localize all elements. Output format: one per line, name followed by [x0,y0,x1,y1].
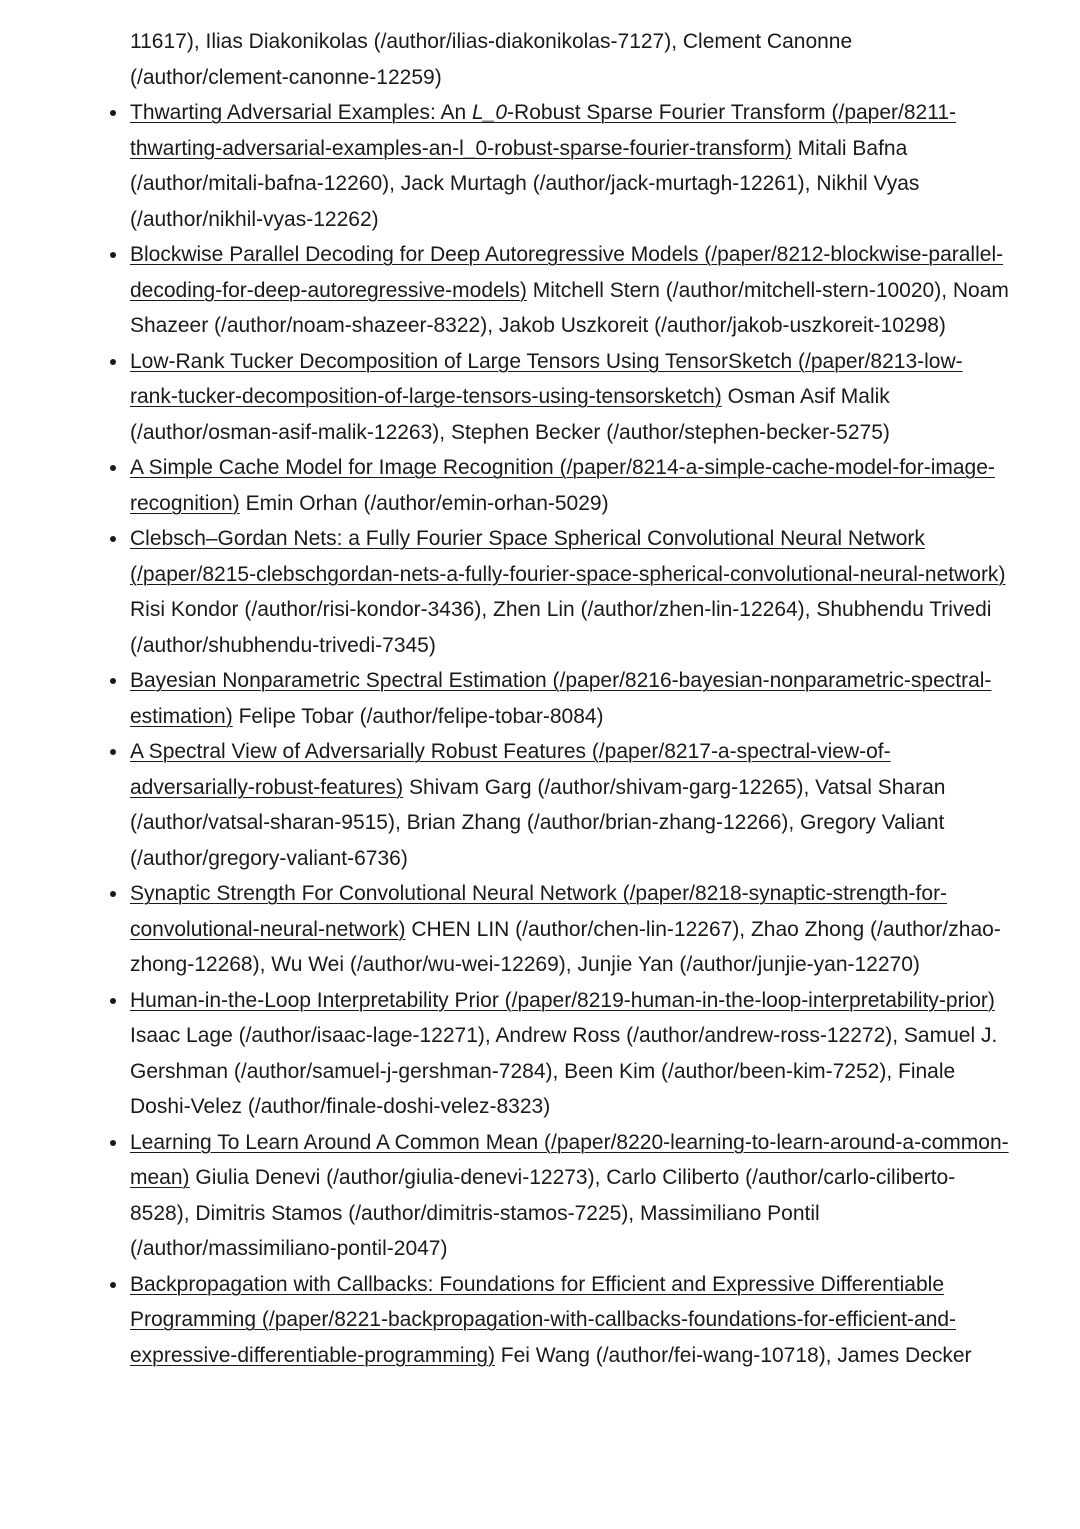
list-item [130,876,1010,983]
paper-authors: Giulia Denevi (/author/giulia-denevi-12273), Carlo Ciliberto (/author/carlo-ciliberto-8528), Dimitris Stamos (/author/dimitris-stamos-7225), Massimiliano Pontil (/author/massimiliano-pontil-2047) [130,1166,956,1260]
paper-title-link[interactable]: Backpropagation with Callbacks: Foundations for Efficient and Expressive Differentiable Programming (/paper/8221-backpropagation-with-callbacks-foundations-for-efficient-and-expressive-differentiable-programming) [130,1272,957,1367]
paper-authors: Mitali Bafna (/author/mitali-bafna-12260), Jack Murtagh (/author/jack-murtagh-12261), Nikhil Vyas (/author/nikhil-vyas-12262) [130,136,920,231]
list-item [130,237,1010,344]
paper-authors: Emin Orhan (/author/emin-orhan-5029) [245,491,609,515]
list-item [130,983,1010,1125]
paper-authors: Mitchell Stern (/author/mitchell-stern-10020), Noam Shazeer (/author/noam-shazeer-8322), Jakob Uszkoreit (/author/jakob-uszkoreit-10298) [130,278,1009,337]
paper-authors: Shivam Garg (/author/shivam-garg-12265), Vatsal Sharan (/author/vatsal-sharan-9515), Brian Zhang (/author/brian-zhang-12266), Gregory Valiant (/author/gregory-valiant-6736) [130,775,946,870]
paper-title-link[interactable]: Clebsch–Gordan Nets: a Fully Fourier Space Spherical Convolutional Neural Network (/paper/8215-clebschgordan-nets-a-fully-fourier-space-spherical-convolutional-neural-network) [130,527,1006,586]
paper-authors: Fei Wang (/author/fei-wang-10718), James Decker [500,1343,972,1367]
paper-list [0,95,1010,1373]
paper-title-link[interactable]: A Spectral View of Adversarially Robust Features (/paper/8217-a-spectral-view-of-adversarially-robust-features) [130,740,891,799]
math-symbol: L_0 [472,101,508,124]
list-item [130,344,1010,451]
paper-title-link[interactable]: Learning To Learn Around A Common Mean (/paper/8220-learning-to-learn-around-a-common-mean) [130,1130,1009,1189]
list-item [130,1267,1010,1374]
list-item [130,734,1010,876]
paper-authors: CHEN LIN (/author/chen-lin-12267), Zhao Zhong (/author/zhao-zhong-12268), Wu Wei (/author/wu-wei-12269), Junjie Yan (/author/junjie-yan-12270) [130,917,1001,976]
paper-title-link[interactable]: Blockwise Parallel Decoding for Deep Autoregressive Models (/paper/8212-blockwise-parallel-decoding-for-deep-autoregressive-models) [130,243,1004,302]
paper-authors: Isaac Lage (/author/isaac-lage-12271), Andrew Ross (/author/andrew-ross-12272), Samuel J. Gershman (/author/samuel-j-gershman-7284), Been Kim (/author/been-kim-7252), Finale Doshi-Velez (/author/finale-doshi-velez-8323) [130,1024,998,1118]
list-item [130,521,1010,663]
paper-title-link[interactable]: A Simple Cache Model for Image Recognition (/paper/8214-a-simple-cache-model-for-image-recognition) [130,456,995,515]
list-item [130,450,1010,521]
list-item [130,95,1010,237]
paper-title-link[interactable]: Human-in-the-Loop Interpretability Prior (/paper/8219-human-in-the-loop-interpretability-prior) [130,988,995,1012]
page [0,24,1080,1373]
paper-title-link[interactable]: Synaptic Strength For Convolutional Neural Network (/paper/8218-synaptic-strength-for-convolutional-neural-network) [130,882,948,941]
paper-title-link[interactable]: Bayesian Nonparametric Spectral Estimation (/paper/8216-bayesian-nonparametric-spectral-estimation) [130,669,992,728]
list-item [130,663,1010,734]
paper-title-link[interactable]: Low-Rank Tucker Decomposition of Large Tensors Using TensorSketch (/paper/8213-low-rank-tucker-decomposition-of-large-tensors-using-tensorsketch) [130,349,963,408]
paper-authors: Risi Kondor (/author/risi-kondor-3436), Zhen Lin (/author/zhen-lin-12264), Shubhendu Trivedi (/author/shubhendu-trivedi-7345) [130,598,992,657]
paper-authors: Osman Asif Malik (/author/osman-asif-malik-12263), Stephen Becker (/author/stephen-becker-5275) [130,385,890,444]
paper-authors: Felipe Tobar (/author/felipe-tobar-8084) [238,704,604,728]
list-item [130,1125,1010,1267]
paper-title-link[interactable]: Thwarting Adversarial Examples: An L_0-Robust Sparse Fourier Transform (/paper/8211-thwarting-adversarial-examples-an-l_0-robust-sparse-fourier-transform) [130,101,957,160]
intro-authors-text: 11617), Ilias Diakonikolas (/author/ilias-diakonikolas-7127), Clement Canonne (/author/clement-canonne-12259) [130,30,853,89]
